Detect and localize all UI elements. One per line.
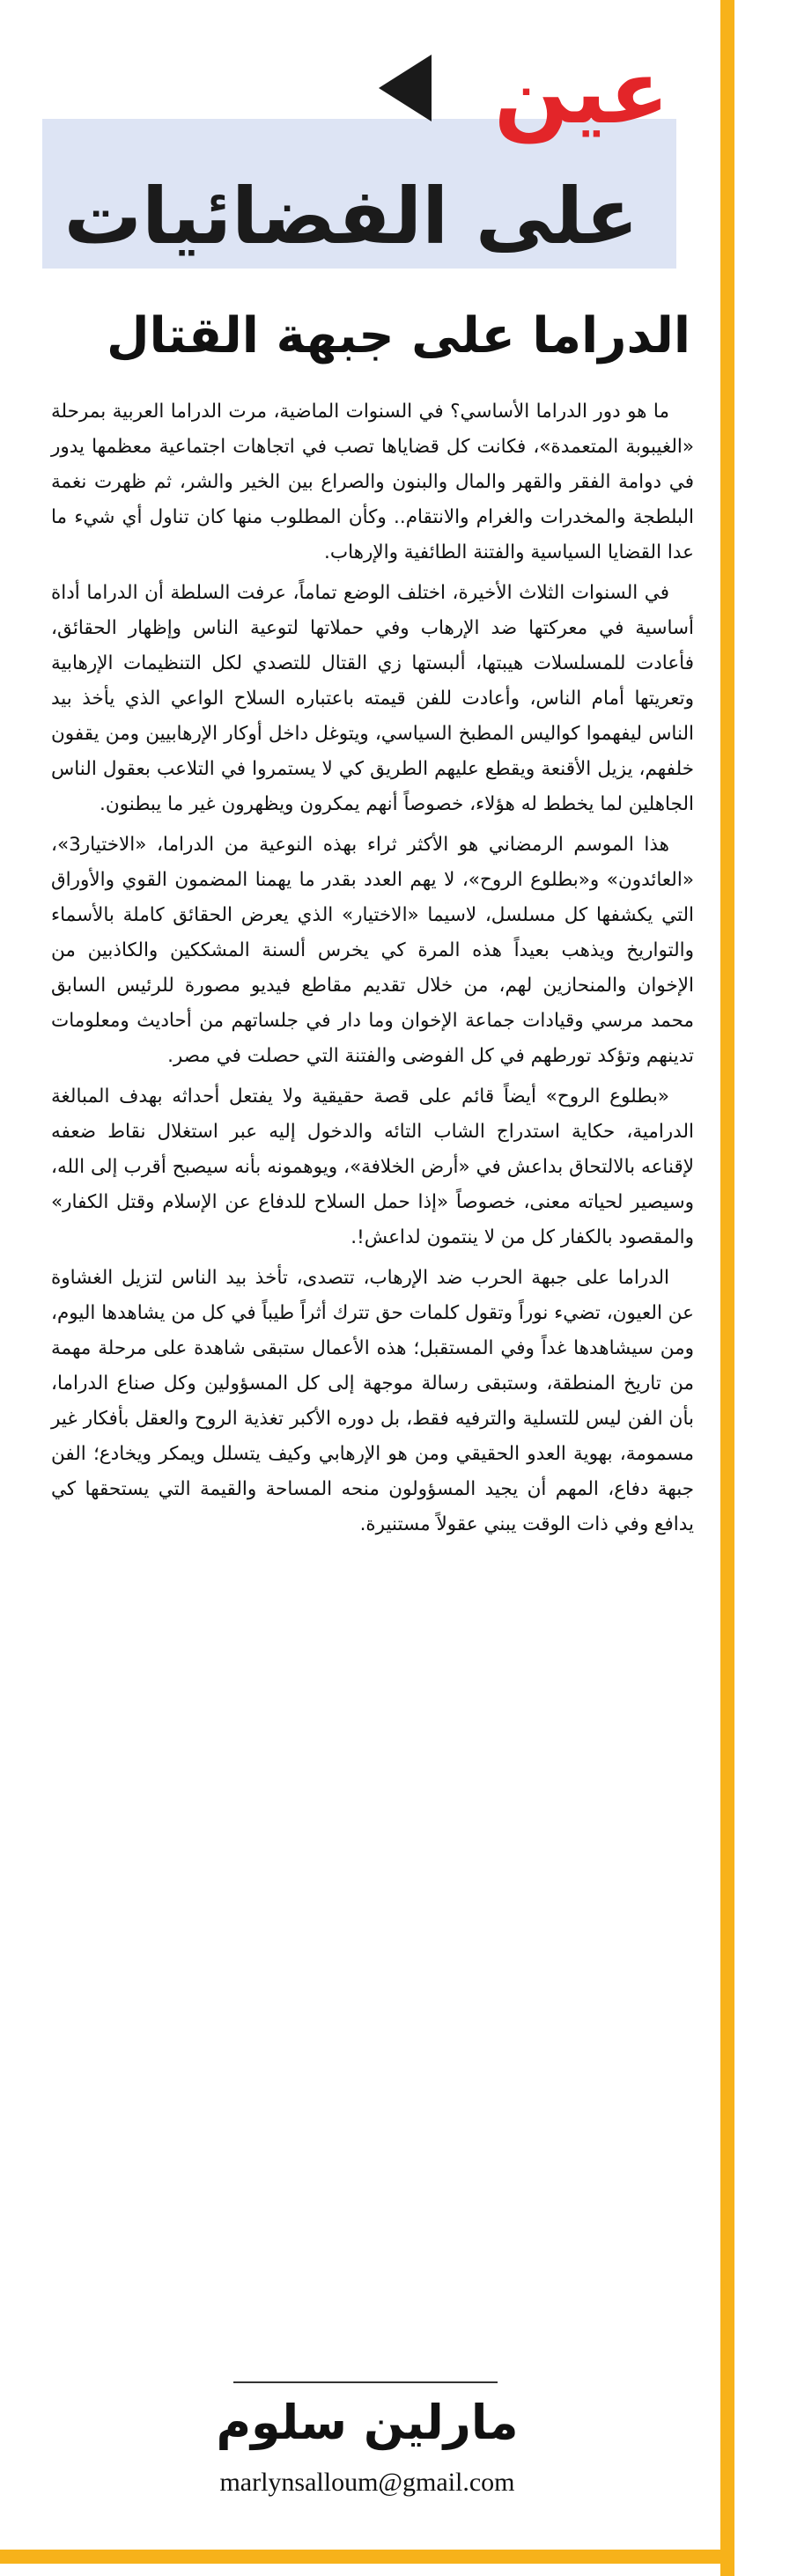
author-email[interactable]: marlynsalloum@gmail.com	[219, 2468, 515, 2497]
article-paragraph-3: هذا الموسم الرمضاني هو الأكثر ثراء بهذه النوعية من الدراما، «الاختيار3»، «العائدون» و«بطلوع الروح»، لا يهم العدد بقدر ما يهمنا المضمون القوي والأوراق التي يكشفها كل مسلسل، لاسيما «الاختيار» الذي يعرض الحقائق كاملة بالأسماء والتواريخ ويذهب بعيداً هذه المرة كي يخرس ألسنة المشككين والكاذبين من الإخوان والمنحازين لهم، من خلال تقديم مقاطع فيديو مصورة للرئيس السابق محمد مرسي وقيادات جماعة الإخوان وما دار في جلساتهم من أحاديث ومعلومات تدينهم وتؤكد تورطهم في كل الفوضى والفتنة التي حصلت في مصر.	[51, 834, 694, 1067]
column-logo-top: عين	[493, 40, 669, 144]
play-triangle-icon	[379, 55, 432, 121]
article-headline: الدراما على جبهة القتال	[106, 307, 691, 364]
author-name: مارلين سلوم	[216, 2395, 519, 2450]
signature-divider	[233, 2381, 498, 2383]
yellow-bottom-rail	[0, 2550, 734, 2564]
article-paragraph-2: في السنوات الثلاث الأخيرة، اختلف الوضع تماماً، عرفت السلطة أن الدراما أداة أساسية في معركتها ضد الإرهاب وفي حملاتها لتوعية الناس وإظهار الحقائق، فأعادت للمسلسلات هيبتها، ألبستها زي القتال للتصدي لكل التنظيمات الإرهابية وتعريتها أمام الناس، وأعادت للفن قيمته باعتباره السلاح الواعي الذي يأخذ بيد الناس ليفهموا كواليس المطبخ السياسي، ويتوغل داخل أوكار الإرهابيين ومن يقفون خلفهم، يزيل الأقنعة ويقطع عليهم الطريق كي لا يستمروا في التلاعب بعقول الناس الجاهلين لما يخطط له هؤلاء، خصوصاً أنهم يمكرون ويظهرون غير ما يبطنون.	[51, 582, 694, 815]
column-logo-bottom: على الفضائيات	[63, 171, 638, 261]
article-body	[51, 394, 694, 1548]
yellow-side-rail	[720, 0, 734, 2576]
article-paragraph-1: ما هو دور الدراما الأساسي؟ في السنوات الماضية، مرت الدراما العربية بمرحلة «الغيبوبة المتعمدة»، فكانت كل قضاياها تصب في اتجاهات اجتماعية معظمها يدور في دوامة الفقر والقهر والمال والبنون والصراع بين الخير والشر، ثم ظهرت نغمة البلطجة والمخدرات والغرام والانتقام.. وكأن المطلوب منها كان تناول أي شيء ما عدا القضايا السياسية والفتنة الطائفية والإرهاب.	[51, 401, 694, 563]
article-paragraph-5: الدراما على جبهة الحرب ضد الإرهاب، تتصدى، تأخذ بيد الناس لتزيل الغشاوة عن العيون، تضيء نوراً وتقول كلمات حق تترك أثراً طيباً في كل من يشاهدها اليوم، ومن سيشاهدها غداً وفي المستقبل؛ هذه الأعمال ستبقى شاهدة على مرحلة مهمة من تاريخ المنطقة، وستبقى رسالة موجهة إلى كل المسؤولين وكل صناع الدراما، بأن الفن ليس للتسلية والترفيه فقط، بل دوره الأكبر تغذية الروح والعقل بأفكار غير مسمومة، بهوية العدو الحقيقي ومن هو الإرهابي وكيف يتسلل ويمكر ويخادع؛ الفن جبهة دفاع، المهم أن يجيد المسؤولون منحه المساحة والقيمة التي يستحقها كي يدافع وفي ذات الوقت يبني عقولاً مستنيرة.	[51, 1267, 694, 1535]
article-paragraph-4: «بطلوع الروح» أيضاً قائم على قصة حقيقية ولا يفتعل أحداثه بهدف المبالغة الدرامية، حكاية استدراج الشاب التائه والدخول إليه عبر استغلال نقاط ضعفه لإقناعه بالالتحاق بداعش في «أرض الخلافة»، ويوهمونه بأنه سيصبح أقرب إلى الله، وسيصير لحياته معنى، خصوصاً «إذا حمل السلاح للدفاع عن الإسلام وقتل الكفار» والمقصود بالكفار كل من لا ينتمون لداعش!.	[51, 1086, 694, 1248]
